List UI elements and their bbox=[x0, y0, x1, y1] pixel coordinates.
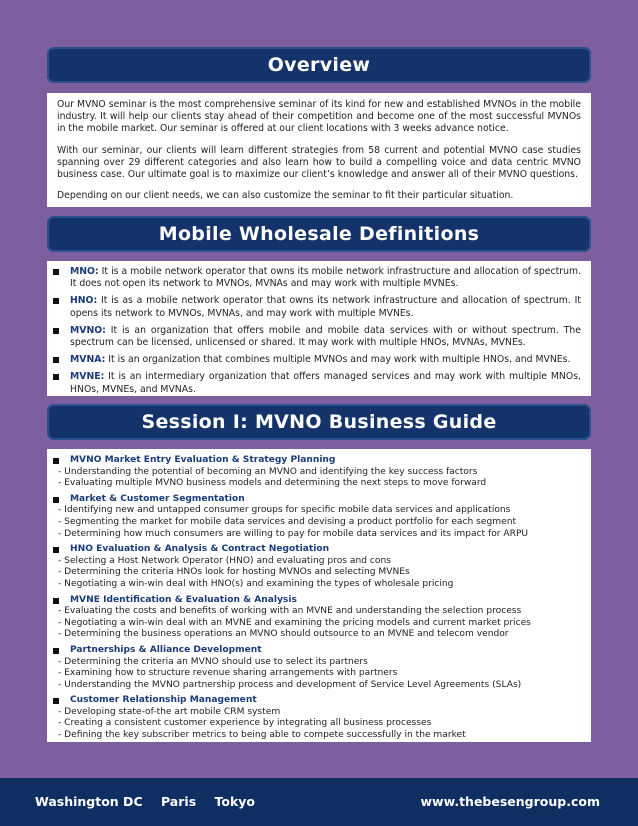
square-bullet-icon bbox=[53, 547, 59, 553]
session-topic-line: - Developing state-of-the art mobile CRM system bbox=[58, 706, 281, 717]
footer bbox=[0, 778, 638, 826]
square-bullet-icon bbox=[53, 374, 59, 380]
definition-term: MVNA: bbox=[70, 354, 106, 366]
definition-item bbox=[47, 371, 581, 395]
session-topic-line: - Examining how to structure revenue sharing arrangements with partners bbox=[58, 668, 398, 679]
session-topic-line: - Understanding the MVNO partnership process and development of Service Level Agreements (SLAs) bbox=[58, 679, 522, 690]
definition-text: It is an organization that offers mobile and mobile data services with or without spectrum. The spectrum can be licensed, unlicensed or shared. It may work with multiple HNOs, MVNAs, MVNEs. bbox=[70, 324, 581, 349]
session-topic-line: - Segmenting the market for mobile data services and devising a product portfolio for each segment bbox=[58, 516, 517, 527]
city-label: Washington DC bbox=[35, 794, 143, 809]
square-bullet-icon bbox=[53, 497, 59, 503]
square-bullet-icon bbox=[53, 328, 59, 334]
session-topic-title: MVNE Identification & Evaluation & Analysis bbox=[70, 594, 297, 605]
overview-paragraph: With our seminar, our clients will learn different strategies from 58 current and potential MVNO case studies spanning over 29 different categories and also learn how to build a compelling voice and data centric MVNO business case. Our ultimate goal is to maximize our client’s knowledge and answer all of their MVNO questions. bbox=[57, 144, 581, 181]
session-topic-line: - Determining the criteria an MVNO should use to select its partners bbox=[58, 656, 368, 667]
session-box bbox=[47, 449, 591, 742]
session-topic-line: - Evaluating multiple MVNO business models and determining the next steps to move forward bbox=[58, 478, 487, 489]
session-topic-line: - Determining the criteria HNOs look for hosting MVNOs and selecting MVNEs bbox=[58, 567, 410, 578]
square-bullet-icon bbox=[53, 698, 59, 704]
definition-item bbox=[47, 266, 581, 290]
definition-text: It is an intermediary organization that offers managed services and may work with multiple MNOs, HNOs, MVNEs, and MVNAs. bbox=[70, 371, 581, 395]
definition-term: MNO: bbox=[70, 266, 99, 277]
city-label: Paris bbox=[160, 794, 197, 809]
session-topic bbox=[47, 544, 581, 590]
session-topic bbox=[47, 494, 581, 540]
session-topic-line: - Negotiating a win-win deal with an MVNE and examining the pricing models and current market prices bbox=[58, 617, 531, 628]
session-topic-title: Market & Customer Segmentation bbox=[70, 493, 245, 504]
square-bullet-icon bbox=[53, 269, 59, 275]
square-bullet-icon bbox=[53, 298, 59, 304]
session-topic-line: - Determining how much consumers are willing to pay for mobile data services and its impact for ARPU bbox=[58, 528, 529, 539]
session-topic-line: - Creating a consistent customer experience by integrating all business processes bbox=[58, 718, 432, 729]
definition-item bbox=[47, 325, 581, 349]
overview-paragraph: Depending on our client needs, we can also customize the seminar to fit their particular situation. bbox=[57, 190, 514, 202]
session-topic-title: MVNO Market Entry Evaluation & Strategy Planning bbox=[70, 455, 336, 465]
overview-paragraph: Our MVNO seminar is the most comprehensive seminar of its kind for new and established MVNOs in the mobile industry. It will help our clients stay ahead of their competition and become one of the most successful MVNOs in the mobile market. Our seminar is offered at our client locations with 3 weeks advance notice. bbox=[57, 99, 581, 135]
square-bullet-icon bbox=[53, 357, 59, 363]
session-heading: Session I: MVNO Business Guide bbox=[47, 404, 591, 440]
definition-text: It is an organization that combines multiple MVNOs and may work with multiple HNOs, and MVNEs. bbox=[105, 354, 571, 366]
session-topic-line: - Selecting a Host Network Operator (HNO) and evaluating pros and cons bbox=[58, 555, 391, 566]
session-topic-line: - Determining the business operations an MVNO should outsource to an MVNE and telecom vendor bbox=[58, 629, 509, 640]
footer-cities bbox=[35, 794, 269, 809]
definition-item bbox=[47, 295, 581, 319]
definition-text: It is as a mobile network operator that owns its network infrastructure and allocation of spectrum. It opens its network to MVNOs, MVNAs, and may work with multiple MVNEs. bbox=[70, 295, 581, 319]
definitions-heading: Mobile Wholesale Definitions bbox=[47, 216, 591, 252]
square-bullet-icon bbox=[53, 458, 59, 464]
square-bullet-icon bbox=[53, 598, 59, 604]
session-topic bbox=[47, 645, 581, 691]
session-topic-line: - Defining the key subscriber metrics to being able to compete successfully in the market bbox=[58, 730, 466, 741]
session-topic-line: - Evaluating the costs and benefits of working with an MVNE and understanding the selection process bbox=[58, 606, 522, 617]
definition-term: MVNO: bbox=[70, 324, 106, 336]
session-topic-title: Customer Relationship Management bbox=[70, 695, 257, 706]
city-label: Tokyo bbox=[214, 794, 256, 809]
session-topic-title: HNO Evaluation & Analysis & Contract Negotiation bbox=[70, 544, 330, 555]
session-topic bbox=[47, 595, 581, 641]
definition-item bbox=[47, 354, 581, 366]
definition-term: HNO: bbox=[70, 295, 98, 307]
session-topic-line: - Identifying new and untapped consumer groups for specific mobile data services and applications bbox=[58, 505, 511, 516]
session-topic bbox=[47, 695, 581, 741]
website-link[interactable]: www.thebesengroup.com bbox=[420, 794, 600, 809]
definition-term: MVNE: bbox=[70, 371, 105, 383]
square-bullet-icon bbox=[53, 648, 59, 654]
overview-heading: Overview bbox=[47, 47, 591, 83]
definition-text: It is a mobile network operator that owns its mobile network infrastructure and allocation of spectrum. It does not open its network to MVNOs, MVNAs and may work with multiple MVNEs. bbox=[70, 266, 581, 290]
session-topic-line: - Negotiating a win-win deal with HNO(s) and examining the types of wholesale pricing bbox=[58, 578, 454, 589]
overview-box bbox=[47, 93, 591, 207]
session-topic-title: Partnerships & Alliance Development bbox=[70, 644, 262, 655]
session-topic bbox=[47, 455, 581, 490]
session-topic-line: - Understanding the potential of becoming an MVNO and identifying the key success factors bbox=[58, 466, 478, 477]
definitions-box bbox=[47, 261, 591, 396]
